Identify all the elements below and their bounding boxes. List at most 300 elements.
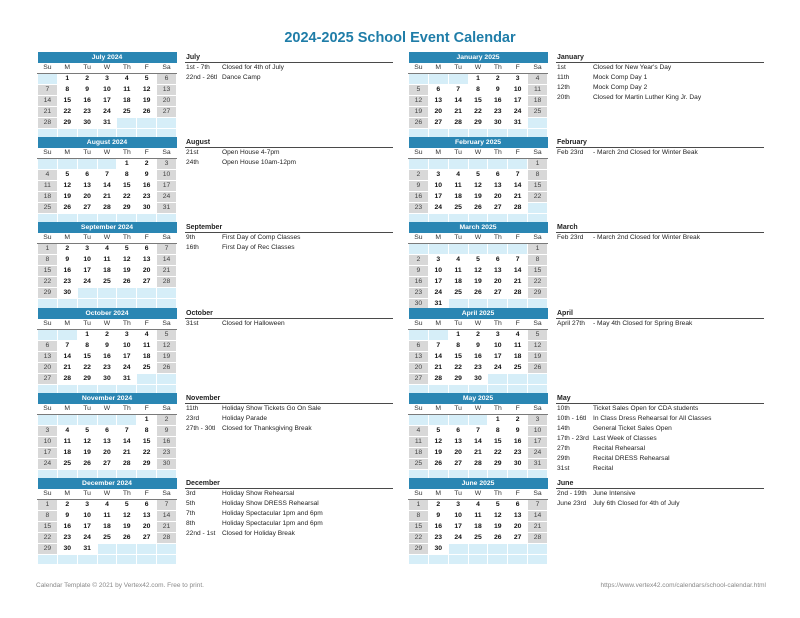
day-cell: 3 xyxy=(38,426,58,437)
weekday-header: Su xyxy=(38,489,58,500)
month-calendar xyxy=(408,222,548,310)
day-cell: 28 xyxy=(38,118,58,129)
day-cell: 1 xyxy=(409,500,429,511)
event-date: 24th xyxy=(186,159,199,166)
day-cell: 10 xyxy=(157,170,177,181)
day-cell: 13 xyxy=(488,266,508,277)
event-date: 22nd - 1st xyxy=(186,530,216,537)
event-month-title: May xyxy=(556,393,764,404)
weekday-header: Th xyxy=(488,404,508,415)
day-cell: 3 xyxy=(528,415,548,426)
day-cell: 26 xyxy=(57,203,77,214)
day-cell: 19 xyxy=(117,266,137,277)
empty-day-cell xyxy=(468,244,488,255)
day-cell: 22 xyxy=(409,533,429,544)
month-calendar xyxy=(37,222,177,309)
event-month-title: December xyxy=(185,478,393,489)
day-cell: 15 xyxy=(528,266,548,277)
empty-day-cell xyxy=(57,555,77,565)
weekday-header: F xyxy=(508,319,528,330)
day-cell: 5 xyxy=(137,74,157,85)
day-cell: 18 xyxy=(57,448,77,459)
event-text: - May 4th Closed for Spring Break xyxy=(593,320,693,327)
weekday-header: F xyxy=(137,63,157,74)
day-cell: 23 xyxy=(57,533,77,544)
month-block xyxy=(408,478,773,560)
event-row xyxy=(556,319,764,329)
day-cell: 11 xyxy=(38,181,58,192)
event-list xyxy=(556,137,764,158)
day-cell: 19 xyxy=(428,448,448,459)
day-cell: 9 xyxy=(508,426,528,437)
day-cell: 25 xyxy=(468,533,488,544)
weekday-header: Th xyxy=(488,319,508,330)
event-date: Feb 23rd xyxy=(557,149,584,156)
day-cell: 6 xyxy=(157,74,177,85)
empty-day-cell xyxy=(117,299,137,309)
empty-day-cell xyxy=(137,288,157,299)
event-text: Mock Comp Day 2 xyxy=(593,84,648,91)
day-cell: 20 xyxy=(137,266,157,277)
day-cell: 9 xyxy=(97,341,117,352)
empty-day-cell xyxy=(409,244,429,255)
event-list xyxy=(185,478,393,539)
day-cell: 9 xyxy=(77,85,97,96)
event-date: 22nd - 26tl xyxy=(186,74,218,81)
event-date: 27th - 30tl xyxy=(186,425,216,432)
event-text: Holiday Show Rehearsal xyxy=(222,490,295,497)
day-cell: 14 xyxy=(38,96,58,107)
day-cell: 17 xyxy=(38,448,58,459)
weekday-header: Su xyxy=(38,233,58,244)
day-cell: 1 xyxy=(137,415,157,426)
day-cell: 22 xyxy=(57,107,77,118)
day-cell: 22 xyxy=(488,448,508,459)
day-cell: 8 xyxy=(137,426,157,437)
day-cell: 10 xyxy=(508,85,528,96)
day-cell: 27 xyxy=(97,459,117,470)
day-cell: 13 xyxy=(137,511,157,522)
day-cell: 9 xyxy=(137,170,157,181)
day-cell: 23 xyxy=(97,363,117,374)
event-date: 11th xyxy=(557,74,570,81)
empty-day-cell xyxy=(77,159,97,170)
day-cell: 28 xyxy=(57,374,77,385)
day-cell: 22 xyxy=(528,277,548,288)
event-date: 14th xyxy=(557,425,570,432)
day-cell: 30 xyxy=(157,459,177,470)
day-cell: 12 xyxy=(428,437,448,448)
day-cell: 26 xyxy=(488,533,508,544)
empty-day-cell xyxy=(468,544,488,555)
day-cell: 13 xyxy=(508,511,528,522)
month-calendar xyxy=(408,478,548,565)
event-text: Open House 4-7pm xyxy=(222,149,280,156)
empty-day-cell xyxy=(57,415,77,426)
day-cell: 10 xyxy=(77,511,97,522)
day-cell: 22 xyxy=(38,277,58,288)
day-cell: 11 xyxy=(137,341,157,352)
event-date: 11th xyxy=(186,405,199,412)
day-cell: 2 xyxy=(57,244,77,255)
day-cell: 11 xyxy=(97,255,117,266)
day-cell: 12 xyxy=(468,266,488,277)
day-cell: 28 xyxy=(448,118,468,129)
event-text: Dance Camp xyxy=(222,74,261,81)
month-block xyxy=(408,137,773,219)
event-row xyxy=(185,73,393,83)
empty-day-cell xyxy=(428,159,448,170)
empty-day-cell xyxy=(157,118,177,129)
page-title: 2024-2025 School Event Calendar xyxy=(284,30,516,46)
month-name: October 2024 xyxy=(38,308,177,319)
event-row xyxy=(185,509,393,519)
day-cell: 9 xyxy=(409,181,429,192)
event-row xyxy=(556,434,764,444)
day-cell: 4 xyxy=(117,74,137,85)
day-cell: 5 xyxy=(117,244,137,255)
event-text: Recital xyxy=(593,465,614,472)
day-cell: 26 xyxy=(77,459,97,470)
empty-day-cell xyxy=(488,159,508,170)
event-text: In Class Dress Rehearsal for All Classes xyxy=(593,415,712,422)
day-cell: 26 xyxy=(428,459,448,470)
day-cell: 23 xyxy=(409,203,429,214)
day-cell: 20 xyxy=(157,96,177,107)
day-cell: 5 xyxy=(117,500,137,511)
day-cell: 10 xyxy=(38,437,58,448)
day-cell: 10 xyxy=(448,511,468,522)
day-cell: 22 xyxy=(77,363,97,374)
empty-day-cell xyxy=(137,299,157,309)
day-cell: 28 xyxy=(468,459,488,470)
month-name: August 2024 xyxy=(38,137,177,148)
empty-day-cell xyxy=(97,299,117,309)
month-block xyxy=(37,308,402,390)
weekday-header: M xyxy=(57,148,77,159)
event-text: July 6th Closed for 4th of July xyxy=(593,500,680,507)
event-date: 10th - 16tl xyxy=(557,415,587,422)
day-cell: 17 xyxy=(77,522,97,533)
event-text: - March 2nd Closed for Winter Break xyxy=(593,234,701,241)
day-cell: 17 xyxy=(488,352,508,363)
event-text: Recital DRESS Rehearsal xyxy=(593,455,670,462)
day-cell: 12 xyxy=(468,181,488,192)
day-cell: 17 xyxy=(428,192,448,203)
empty-day-cell xyxy=(508,544,528,555)
day-cell: 2 xyxy=(488,74,508,85)
day-cell: 27 xyxy=(508,533,528,544)
empty-day-cell xyxy=(117,288,137,299)
weekday-header: Tu xyxy=(448,233,468,244)
weekday-header: Sa xyxy=(157,404,177,415)
day-cell: 27 xyxy=(157,107,177,118)
day-cell: 6 xyxy=(428,85,448,96)
empty-day-cell xyxy=(97,555,117,565)
day-cell: 30 xyxy=(77,118,97,129)
footer-url[interactable]: https://www.vertex42.com/calendars/school-calendar.html xyxy=(600,582,766,589)
day-cell: 30 xyxy=(409,299,429,310)
weekday-header: Tu xyxy=(77,233,97,244)
empty-day-cell xyxy=(97,288,117,299)
day-cell: 26 xyxy=(468,203,488,214)
weekday-header: Tu xyxy=(77,489,97,500)
event-date: 7th xyxy=(186,510,196,517)
day-cell: 28 xyxy=(157,533,177,544)
day-cell: 28 xyxy=(528,533,548,544)
day-cell: 4 xyxy=(528,74,548,85)
empty-day-cell xyxy=(428,74,448,85)
event-row xyxy=(556,499,764,509)
day-cell: 29 xyxy=(528,288,548,299)
day-cell: 20 xyxy=(488,277,508,288)
day-cell: 20 xyxy=(38,363,58,374)
event-month-title: March xyxy=(556,222,764,233)
day-cell: 2 xyxy=(409,255,429,266)
event-row xyxy=(185,243,393,253)
day-cell: 27 xyxy=(137,277,157,288)
empty-day-cell xyxy=(488,374,508,385)
day-cell: 16 xyxy=(137,181,157,192)
empty-day-cell xyxy=(157,288,177,299)
day-cell: 7 xyxy=(57,341,77,352)
empty-day-cell xyxy=(508,374,528,385)
month-calendar xyxy=(408,137,548,224)
day-cell: 17 xyxy=(77,266,97,277)
month-name: November 2024 xyxy=(38,393,177,404)
event-text: Closed for 4th of July xyxy=(222,64,284,71)
day-cell: 14 xyxy=(508,181,528,192)
day-cell: 3 xyxy=(97,74,117,85)
day-cell: 5 xyxy=(468,170,488,181)
day-cell: 21 xyxy=(448,107,468,118)
weekday-header: Su xyxy=(409,489,429,500)
weekday-header: M xyxy=(57,63,77,74)
weekday-header: W xyxy=(97,489,117,500)
month-block xyxy=(408,393,773,475)
day-cell: 1 xyxy=(488,415,508,426)
day-cell: 29 xyxy=(57,118,77,129)
day-cell: 8 xyxy=(117,170,137,181)
event-list xyxy=(185,137,393,168)
day-cell: 23 xyxy=(428,533,448,544)
day-cell: 24 xyxy=(38,459,58,470)
weekday-header: Th xyxy=(488,63,508,74)
day-cell: 18 xyxy=(448,277,468,288)
event-row xyxy=(185,414,393,424)
day-cell: 3 xyxy=(157,159,177,170)
weekday-header: W xyxy=(468,319,488,330)
day-cell: 18 xyxy=(448,192,468,203)
weekday-header: Th xyxy=(117,233,137,244)
month-name: July 2024 xyxy=(38,52,177,63)
month-calendar xyxy=(408,393,548,480)
weekday-header: Tu xyxy=(448,148,468,159)
day-cell: 21 xyxy=(508,192,528,203)
day-cell: 4 xyxy=(508,330,528,341)
day-cell: 14 xyxy=(157,255,177,266)
weekday-header: Sa xyxy=(528,404,548,415)
weekday-header: F xyxy=(508,148,528,159)
event-list xyxy=(185,393,393,434)
day-cell: 30 xyxy=(488,118,508,129)
day-cell: 7 xyxy=(528,500,548,511)
month-block xyxy=(37,137,402,219)
day-cell: 22 xyxy=(528,192,548,203)
day-cell: 20 xyxy=(428,107,448,118)
empty-day-cell xyxy=(409,330,429,341)
day-cell: 21 xyxy=(528,522,548,533)
day-cell: 25 xyxy=(528,107,548,118)
event-row xyxy=(185,499,393,509)
event-month-title: November xyxy=(185,393,393,404)
day-cell: 14 xyxy=(528,511,548,522)
empty-day-cell xyxy=(508,159,528,170)
weekday-header: Th xyxy=(117,404,137,415)
event-list xyxy=(185,52,393,83)
empty-day-cell xyxy=(468,415,488,426)
weekday-header: M xyxy=(428,404,448,415)
day-cell: 11 xyxy=(528,85,548,96)
day-cell: 21 xyxy=(508,277,528,288)
empty-day-cell xyxy=(38,159,58,170)
day-cell: 15 xyxy=(137,437,157,448)
empty-day-cell xyxy=(528,544,548,555)
day-cell: 16 xyxy=(488,96,508,107)
month-block xyxy=(408,222,773,307)
empty-day-cell xyxy=(448,244,468,255)
event-date: April 27th xyxy=(557,320,585,327)
day-cell: 18 xyxy=(468,522,488,533)
empty-day-cell xyxy=(508,555,528,565)
day-cell: 9 xyxy=(488,85,508,96)
empty-day-cell xyxy=(157,555,177,565)
day-cell: 21 xyxy=(157,266,177,277)
day-cell: 21 xyxy=(57,363,77,374)
day-cell: 2 xyxy=(468,330,488,341)
day-cell: 22 xyxy=(117,192,137,203)
day-cell: 14 xyxy=(508,266,528,277)
day-cell: 2 xyxy=(157,415,177,426)
event-date: 5th xyxy=(186,500,196,507)
day-cell: 16 xyxy=(428,522,448,533)
event-text: Holiday Spectacular 1pm and 6pm xyxy=(222,510,323,517)
day-cell: 19 xyxy=(137,96,157,107)
day-cell: 30 xyxy=(57,288,77,299)
weekday-header: Th xyxy=(488,233,508,244)
day-cell: 26 xyxy=(117,533,137,544)
weekday-header: Tu xyxy=(77,319,97,330)
weekday-header: Tu xyxy=(77,404,97,415)
event-date: 17th - 23rd xyxy=(557,435,589,442)
event-list xyxy=(556,308,764,329)
event-text: Closed for New Year's Day xyxy=(593,64,672,71)
day-cell: 23 xyxy=(57,277,77,288)
day-cell: 22 xyxy=(38,533,58,544)
event-row xyxy=(556,404,764,414)
day-cell: 29 xyxy=(38,544,58,555)
day-cell: 14 xyxy=(97,181,117,192)
day-cell: 5 xyxy=(528,330,548,341)
day-cell: 4 xyxy=(38,170,58,181)
day-cell: 23 xyxy=(468,363,488,374)
day-cell: 24 xyxy=(488,363,508,374)
weekday-header: W xyxy=(468,63,488,74)
event-date: Feb 23rd xyxy=(557,234,584,241)
empty-day-cell xyxy=(488,244,508,255)
day-cell: 30 xyxy=(508,459,528,470)
month-calendar xyxy=(37,308,177,395)
day-cell: 25 xyxy=(137,363,157,374)
weekday-header: Su xyxy=(409,404,429,415)
month-name: February 2025 xyxy=(409,137,548,148)
month-block xyxy=(37,478,402,560)
day-cell: 25 xyxy=(97,277,117,288)
weekday-header: W xyxy=(97,63,117,74)
day-cell: 7 xyxy=(508,255,528,266)
weekday-header: M xyxy=(428,63,448,74)
month-calendar xyxy=(37,478,177,565)
day-cell: 4 xyxy=(409,426,429,437)
day-cell: 30 xyxy=(468,374,488,385)
day-cell: 26 xyxy=(409,118,429,129)
day-cell: 18 xyxy=(137,352,157,363)
empty-day-cell xyxy=(488,555,508,565)
day-cell: 8 xyxy=(409,511,429,522)
day-cell: 24 xyxy=(117,363,137,374)
day-cell: 7 xyxy=(97,170,117,181)
day-cell: 12 xyxy=(137,85,157,96)
day-cell: 3 xyxy=(428,255,448,266)
day-cell: 14 xyxy=(428,352,448,363)
weekday-header: Sa xyxy=(157,233,177,244)
event-month-title: September xyxy=(185,222,393,233)
day-cell: 28 xyxy=(157,277,177,288)
day-cell: 1 xyxy=(77,330,97,341)
month-calendar xyxy=(408,52,548,139)
weekday-header: Tu xyxy=(448,319,468,330)
empty-day-cell xyxy=(38,555,58,565)
day-cell: 16 xyxy=(508,437,528,448)
day-cell: 24 xyxy=(77,277,97,288)
day-cell: 4 xyxy=(448,170,468,181)
day-cell: 13 xyxy=(428,96,448,107)
month-name: September 2024 xyxy=(38,222,177,233)
day-cell: 8 xyxy=(38,511,58,522)
day-cell: 18 xyxy=(528,96,548,107)
day-cell: 1 xyxy=(38,500,58,511)
month-block xyxy=(37,393,402,475)
event-list xyxy=(556,52,764,103)
day-cell: 12 xyxy=(528,341,548,352)
day-cell: 2 xyxy=(77,74,97,85)
day-cell: 9 xyxy=(57,511,77,522)
weekday-header: W xyxy=(97,233,117,244)
day-cell: 25 xyxy=(508,363,528,374)
day-cell: 28 xyxy=(428,374,448,385)
event-row xyxy=(185,319,393,329)
day-cell: 7 xyxy=(428,341,448,352)
day-cell: 29 xyxy=(137,459,157,470)
event-date: 3rd xyxy=(186,490,196,497)
event-text: Last Week of Classes xyxy=(593,435,657,442)
day-cell: 17 xyxy=(508,96,528,107)
day-cell: 19 xyxy=(468,192,488,203)
month-calendar xyxy=(37,52,177,139)
empty-day-cell xyxy=(448,74,468,85)
day-cell: 2 xyxy=(97,330,117,341)
day-cell: 4 xyxy=(468,500,488,511)
